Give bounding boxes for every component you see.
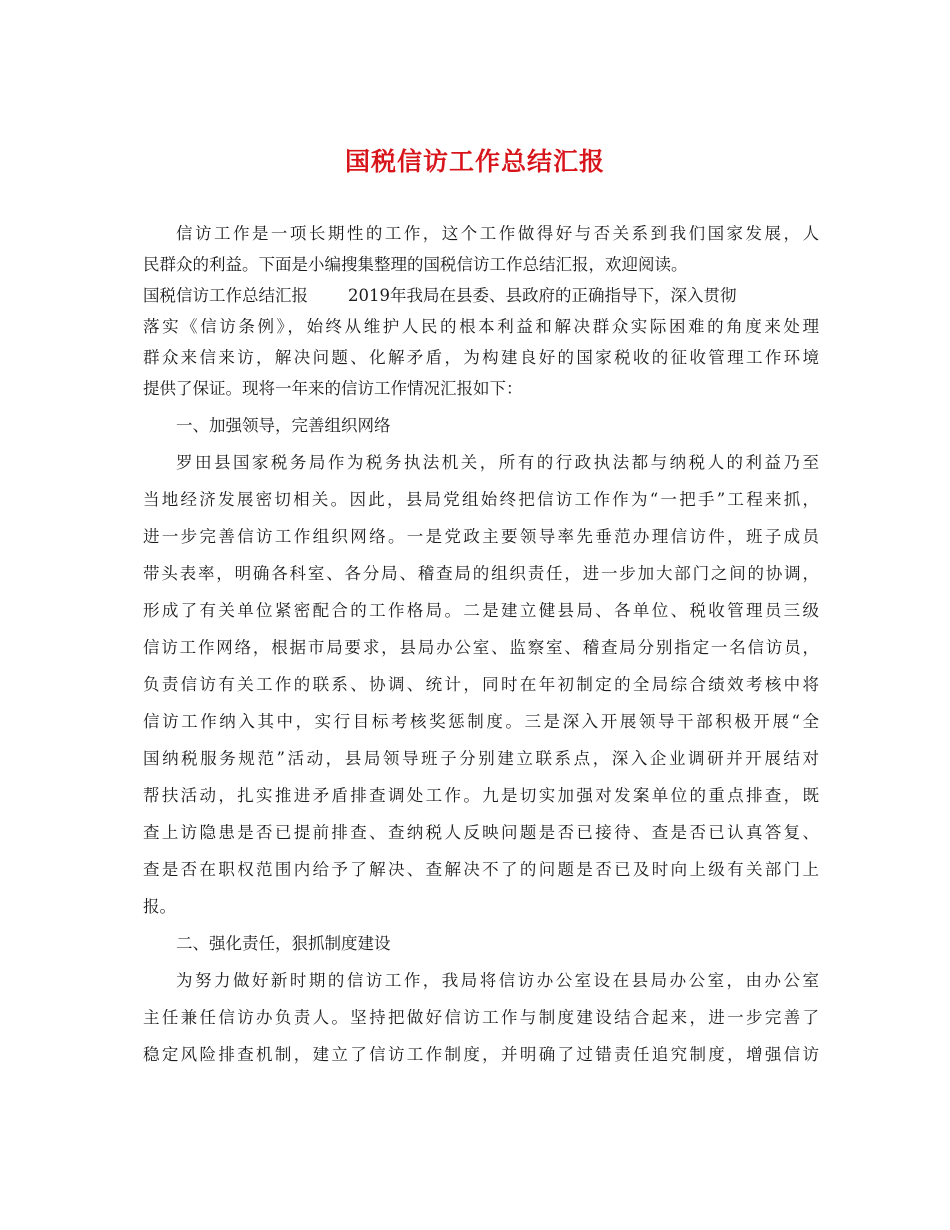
paragraph-line: 形成了有关单位紧密配合的工作格局。二是建立健县局、各单位、税收管理员三级 (143, 601, 819, 620)
paragraph-line: 为努力做好新时期的信访工作，我局将信访办公室设在县局办公室，由办公室 (176, 971, 819, 990)
paragraph-line: 当地经济发展密切相关。因此，县局党组始终把信访工作作为“一把手”工程来抓， (143, 490, 819, 509)
paragraph-text: 2019年我局在县委、县政府的正确指导下，深入贯彻 (348, 286, 737, 305)
paragraph-line: 民群众的利益。下面是小编搜集整理的国税信访工作总结汇报，欢迎阅读。 (143, 255, 688, 274)
paragraph-line: 稳定风险排查机制，建立了信访工作制度，并明确了过错责任追究制度，增强信访 (143, 1045, 819, 1064)
paragraph-line: 提供了保证。现将一年来的信访工作情况汇报如下： (143, 379, 523, 398)
section-heading: 国税信访工作总结汇报 (143, 286, 308, 305)
paragraph-line: 负责信访有关工作的联系、协调、统计，同时在年初制定的全局综合绩效考核中将 (143, 675, 819, 694)
section-heading: 一、加强领导，完善组织网络 (176, 416, 391, 435)
section-heading: 二、强化责任，狠抓制度建设 (176, 934, 391, 953)
paragraph-line: 主任兼任信访办负责人。坚持把做好信访工作与制度建设结合起来，进一步完善了 (143, 1008, 819, 1027)
paragraph-line-mixed (143, 280, 819, 311)
paragraph-line: 查上访隐患是否已提前排查、查纳税人反映问题是否已接待、查是否已认真答复、 (143, 823, 819, 842)
paragraph-line: 信访工作是一项长期性的工作，这个工作做得好与否关系到我们国家发展，人 (176, 224, 819, 243)
document-title: 国税信访工作总结汇报 (344, 147, 605, 176)
paragraph-line: 落实《信访条例》，始终从维护人民的根本利益和解决群众实际困难的角度来处理 (143, 317, 819, 336)
paragraph-line: 帮扶活动，扎实推进矛盾排查调处工作。九是切实加强对发案单位的重点排查，既 (143, 786, 819, 805)
paragraph-line: 群众来信来访，解决问题、化解矛盾，为构建良好的国家税收的征收管理工作环境 (143, 348, 819, 367)
paragraph-line: 罗田县国家税务局作为税务执法机关，所有的行政执法都与纳税人的利益乃至 (176, 453, 819, 472)
paragraph-line: 国纳税服务规范”活动，县局领导班子分别建立联系点，深入企业调研并开展结对 (143, 749, 819, 768)
paragraph-line: 进一步完善信访工作组织网络。一是党政主要领导率先垂范办理信访件，班子成员 (143, 527, 819, 546)
paragraph-line: 报。 (143, 897, 176, 916)
paragraph-line: 带头表率，明确各科室、各分局、稽查局的组织责任，进一步加大部门之间的协调， (143, 564, 819, 583)
document-body (143, 218, 819, 1070)
paragraph-line: 查是否在职权范围内给予了解决、查解决不了的问题是否已及时向上级有关部门上 (143, 860, 819, 879)
paragraph-line: 信访工作纳入其中，实行目标考核奖惩制度。三是深入开展领导干部积极开展“全 (143, 712, 819, 731)
paragraph-line: 信访工作网络，根据市局要求，县局办公室、监察室、稽查局分别指定一名信访员， (143, 638, 819, 657)
